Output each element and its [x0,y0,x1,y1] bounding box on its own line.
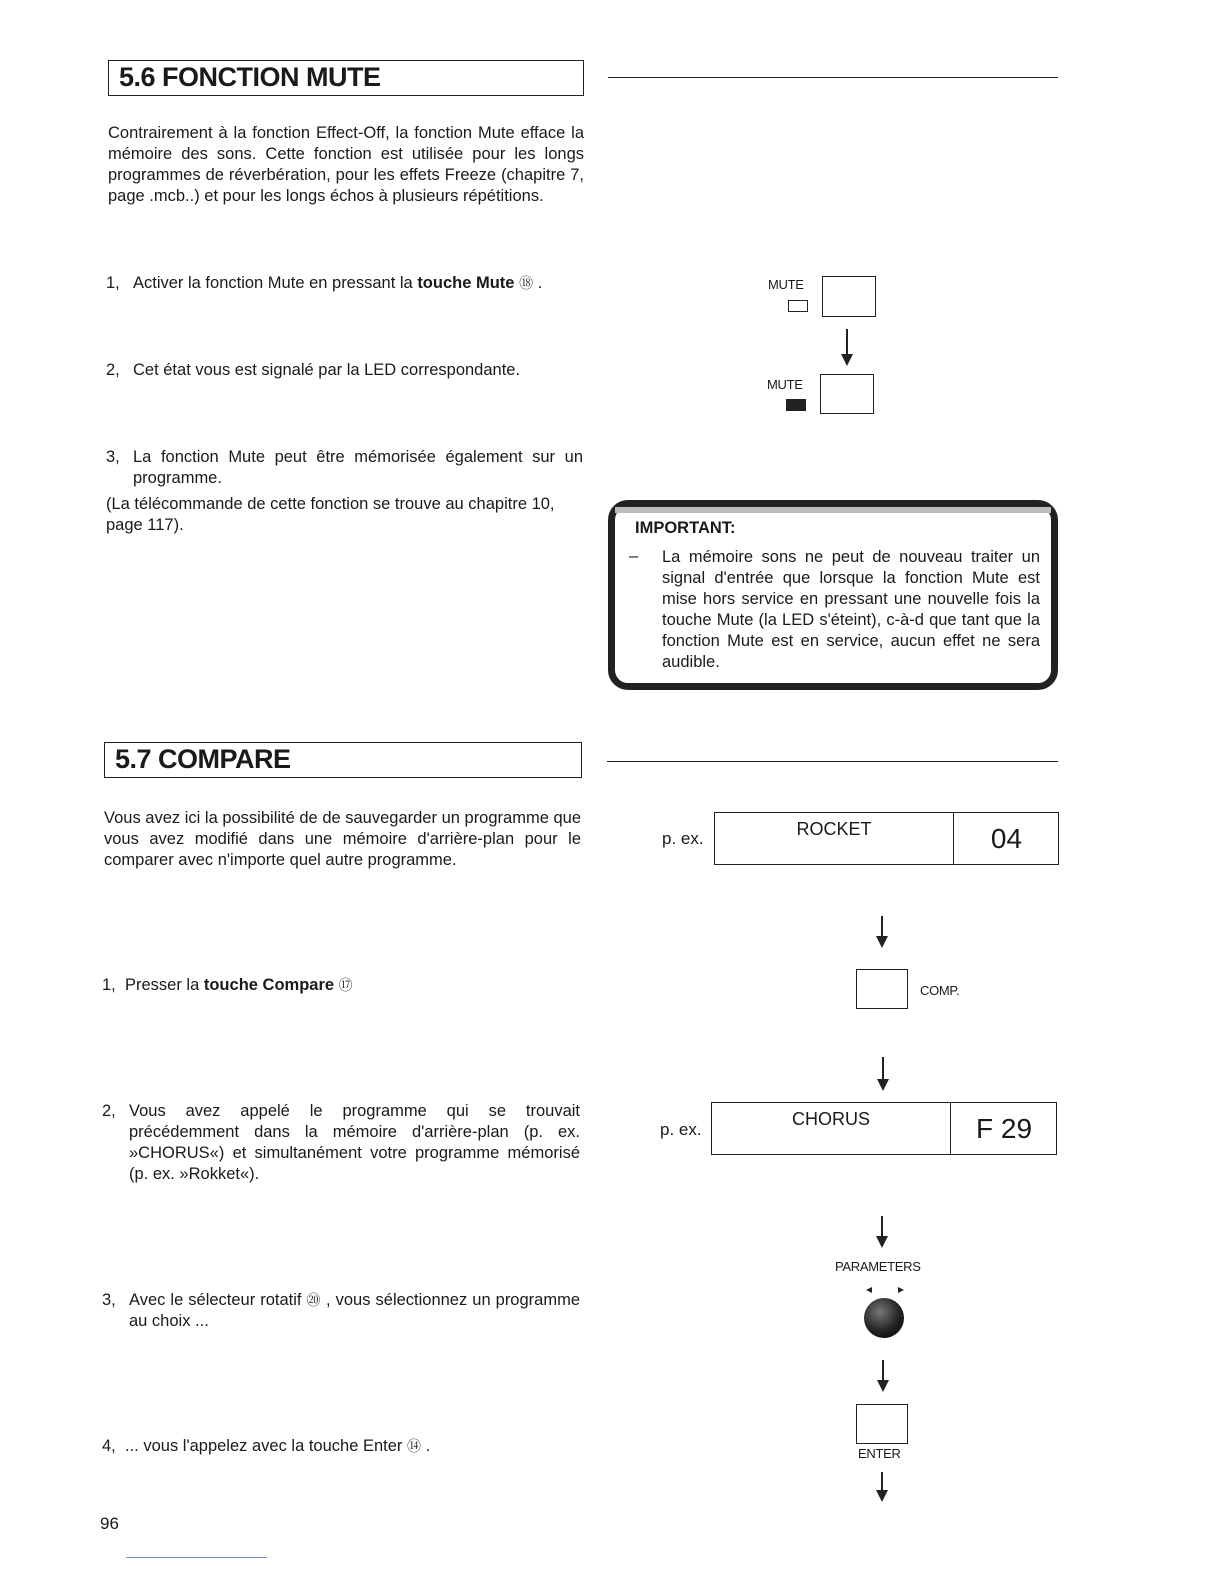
step-number: 3, [106,448,120,466]
mute-label-1: MUTE [768,277,804,292]
pex-label-2: p. ex. [660,1120,702,1139]
display-program-name: ROCKET [796,819,872,839]
section-title-compare [104,742,582,778]
step-number: 3, [102,1291,116,1309]
mute-step-3 [106,447,586,491]
step-bold: touche Mute [417,274,515,292]
step-text [133,273,583,294]
step-text-before: Presser la [125,976,204,994]
compare-step-1 [102,975,582,997]
step-text-after: , vous sélectionnez un programme au choix ... [129,1291,581,1330]
pex-label-1: p. ex. [662,829,704,848]
important-header-strip [615,507,1051,513]
step-number: 1, [102,976,116,994]
compare-step-2 [102,1101,582,1187]
remote-note: (La télécommande de cette fonction se trouve au chapitre 10, page 117). [106,495,555,534]
mute-step-1 [106,273,586,295]
section-rule-mute [608,77,1058,78]
important-text: La mémoire sons ne peut de nouveau traiter un signal d'entrée que lorsque la fonction Mute est mise hors service en pressant une nouvelle fois la touche Mute (la LED s'éteint), c-à-d que tant que la fonction Mute est en service, aucun effet ne sera audible. [662,548,1040,671]
arrow-down-icon [876,1472,888,1502]
step-text [129,1290,580,1332]
section-rule-compare [607,761,1058,762]
arrow-down-icon [877,1360,889,1392]
mute-step-2 [106,360,586,382]
step-text-before: Avec le sélecteur rotatif [129,1291,307,1309]
compare-button[interactable] [856,969,908,1009]
step-text-before: ... vous l'appelez avec la touche Enter [125,1437,407,1455]
step-text: Vous avez appelé le programme qui se trouvait précédemment dans la mémoire d'arrière-plan (p. ex. »CHORUS«) et simultanément votre programme mémorisé (p. ex. »Rokket«). [129,1102,580,1183]
parameters-label: PARAMETERS [835,1259,921,1274]
step-text [125,1436,575,1457]
step-number: 2, [106,361,120,379]
enter-button[interactable] [856,1404,908,1444]
arrow-down-icon [876,916,888,948]
step-text-after: . [420,1437,431,1455]
ref-17: ⑰ [338,977,353,993]
step-number: 4, [102,1437,116,1455]
step-text [125,975,575,996]
step-text: La fonction Mute peut être mémorisée également sur un programme. [133,448,583,487]
display-program-code: 04 [990,823,1023,854]
important-dash: – [629,547,639,565]
ref-20: ⑳ [306,1292,321,1308]
important-box [608,500,1058,690]
page-number: 96 [100,1514,119,1533]
rotate-right-icon [898,1287,904,1293]
display-program-code: F 29 [975,1113,1033,1144]
section-title-compare-text: 5.7 COMPARE [115,744,291,774]
ref-14: ⑭ [406,1438,421,1454]
arrow-down-icon [876,1216,888,1248]
step-text: Cet état vous est signalé par la LED correspondante. [133,361,521,379]
enter-label: ENTER [858,1446,901,1461]
arrow-down-icon [877,1057,889,1091]
display-separator [950,1103,951,1154]
footer-line [126,1557,267,1558]
rotary-knob-icon[interactable] [864,1298,904,1338]
mute-led-on-icon [786,399,806,411]
step-text-before: Activer la fonction Mute en pressant la [133,274,418,292]
rotate-left-icon [866,1287,872,1293]
step-text-after: . [533,274,543,292]
compare-step-4 [102,1436,582,1458]
display-program-name: CHORUS [791,1109,870,1129]
display-chorus [711,1102,1057,1155]
display-separator [953,813,954,864]
section-title-mute [108,60,584,96]
mute-button-1[interactable] [822,276,876,317]
compare-label: COMP. [920,983,960,998]
mute-intro: Contrairement à la fonction Effect-Off, la fonction Mute efface la mémoire des sons. Cette fonction est utilisée pour les longs programmes de réverbération, pour les effets Freeze (chapitre 7, page .mcb..) et pour les longs échos à plusieurs répétitions. [108,124,584,205]
arrow-down-icon [841,329,853,366]
compare-intro: Vous avez ici la possibilité de de sauvegarder un programme que vous avez modifié dans une mémoire d'arrière-plan pour le comparer avec n'importe quel autre programme. [104,809,581,869]
ref-18: ⑱ [519,275,534,291]
step-bold: touche Compare [203,976,335,994]
mute-led-off-icon [788,300,808,312]
important-title: IMPORTANT: [635,519,736,537]
section-title-mute-text: 5.6 FONCTION MUTE [119,62,381,92]
step-number: 1, [106,274,120,292]
display-rocket [714,812,1059,865]
step-number: 2, [102,1102,116,1120]
mute-button-2[interactable] [820,374,874,414]
compare-step-3 [102,1290,582,1334]
mute-label-2: MUTE [767,377,803,392]
